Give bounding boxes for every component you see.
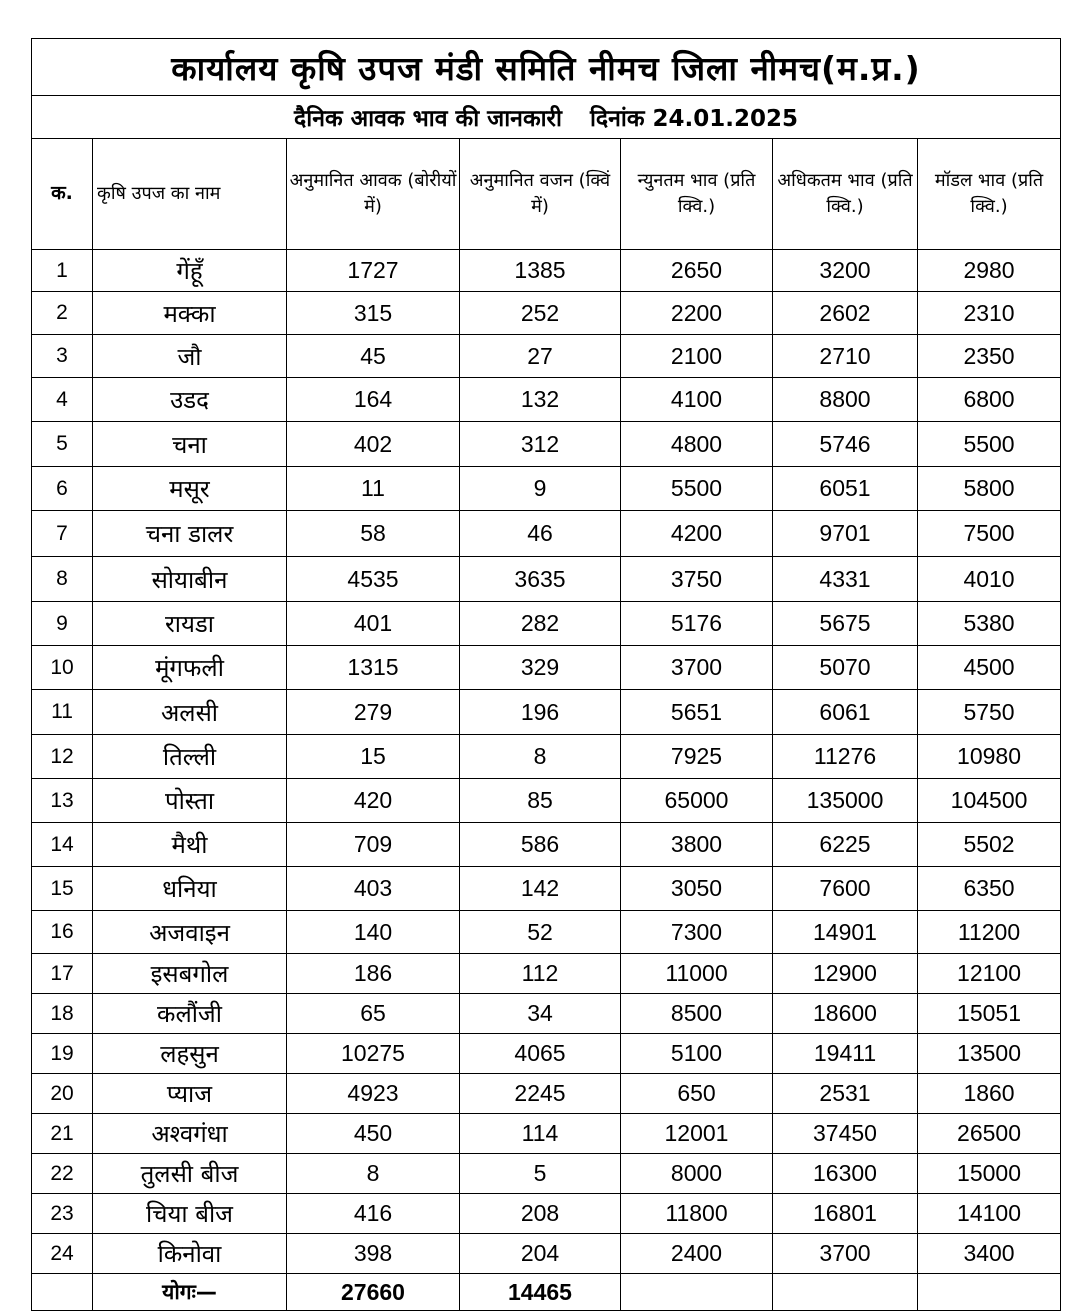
crop-name: सोयाबीन [93,557,287,602]
modal-price: 1860 [918,1074,1061,1114]
weight-quintal: 132 [460,378,621,422]
max-price: 2531 [773,1074,918,1114]
row-sno: 8 [32,557,93,602]
modal-price: 5800 [918,467,1061,511]
total-blank [621,1274,773,1311]
header-min-price: न्युनतम भाव (प्रति क्वि.) [621,139,773,250]
modal-price: 5502 [918,823,1061,867]
modal-price: 13500 [918,1034,1061,1074]
table-row [32,1034,1061,1074]
arrival-bags: 164 [287,378,460,422]
min-price: 5651 [621,690,773,735]
max-price: 3200 [773,250,918,292]
header-crop-name: कृषि उपज का नाम [93,139,287,250]
weight-quintal: 586 [460,823,621,867]
arrival-bags: 65 [287,994,460,1034]
total-blank [32,1274,93,1311]
total-blank [918,1274,1061,1311]
table-row [32,690,1061,735]
mandi-rates-table [31,38,1061,1311]
min-price: 3700 [621,646,773,690]
max-price: 19411 [773,1034,918,1074]
modal-price: 12100 [918,954,1061,994]
arrival-bags: 58 [287,511,460,557]
arrival-bags: 401 [287,602,460,646]
weight-quintal: 3635 [460,557,621,602]
arrival-bags: 402 [287,422,460,467]
crop-name: अलसी [93,690,287,735]
arrival-bags: 10275 [287,1034,460,1074]
max-price: 18600 [773,994,918,1034]
min-price: 4100 [621,378,773,422]
min-price: 2650 [621,250,773,292]
total-label: योगः— [93,1274,287,1311]
modal-price: 6800 [918,378,1061,422]
row-sno: 12 [32,735,93,779]
min-price: 3050 [621,867,773,911]
arrival-bags: 11 [287,467,460,511]
header-max-price: अधिकतम भाव (प्रति क्वि.) [773,139,918,250]
crop-name: चना डालर [93,511,287,557]
report-sheet [31,38,1060,1311]
max-price: 135000 [773,779,918,823]
modal-price: 104500 [918,779,1061,823]
weight-quintal: 52 [460,911,621,954]
header-arrival: अनुमानित आवक (बोरीयों में) [287,139,460,250]
modal-price: 15051 [918,994,1061,1034]
total-arrival: 27660 [287,1274,460,1311]
table-row [32,511,1061,557]
crop-name: मूंगफली [93,646,287,690]
min-price: 5100 [621,1034,773,1074]
row-sno: 21 [32,1114,93,1154]
crop-name: लहसुन [93,1034,287,1074]
max-price: 12900 [773,954,918,994]
modal-price: 3400 [918,1234,1061,1274]
max-price: 2602 [773,292,918,335]
crop-name: धनिया [93,867,287,911]
weight-quintal: 282 [460,602,621,646]
report-subtitle [32,96,1061,139]
row-sno: 15 [32,867,93,911]
min-price: 5176 [621,602,773,646]
row-sno: 2 [32,292,93,335]
row-sno: 19 [32,1034,93,1074]
header-sno: क. [32,139,93,250]
crop-name: प्याज [93,1074,287,1114]
header-modal-price: मॉडल भाव (प्रति क्वि.) [918,139,1061,250]
min-price: 11000 [621,954,773,994]
row-sno: 6 [32,467,93,511]
max-price: 5070 [773,646,918,690]
arrival-bags: 45 [287,335,460,378]
max-price: 16801 [773,1194,918,1234]
table-row [32,735,1061,779]
row-sno: 24 [32,1234,93,1274]
row-sno: 9 [32,602,93,646]
crop-name: कलौंजी [93,994,287,1034]
table-row [32,1114,1061,1154]
weight-quintal: 9 [460,467,621,511]
arrival-bags: 15 [287,735,460,779]
arrival-bags: 1315 [287,646,460,690]
weight-quintal: 196 [460,690,621,735]
header-weight: अनुमानित वजन (क्विं में) [460,139,621,250]
date-label: दिनांक [589,106,645,132]
row-sno: 4 [32,378,93,422]
crop-name: चना [93,422,287,467]
crop-name: अश्वगंधा [93,1114,287,1154]
min-price: 11800 [621,1194,773,1234]
table-header-row [32,139,1061,250]
arrival-bags: 4923 [287,1074,460,1114]
min-price: 8000 [621,1154,773,1194]
modal-price: 26500 [918,1114,1061,1154]
crop-name: तुलसी बीज [93,1154,287,1194]
arrival-bags: 398 [287,1234,460,1274]
modal-price: 10980 [918,735,1061,779]
arrival-bags: 420 [287,779,460,823]
max-price: 37450 [773,1114,918,1154]
arrival-bags: 403 [287,867,460,911]
crop-name: अजवाइन [93,911,287,954]
modal-price: 5750 [918,690,1061,735]
weight-quintal: 85 [460,779,621,823]
weight-quintal: 252 [460,292,621,335]
row-sno: 17 [32,954,93,994]
min-price: 7300 [621,911,773,954]
arrival-bags: 709 [287,823,460,867]
page-title: कार्यालय कृषि उपज मंडी समिति नीमच जिला नीमच(म.प्र.) [32,39,1061,96]
crop-name: उडद [93,378,287,422]
table-row [32,335,1061,378]
table-row [32,911,1061,954]
weight-quintal: 114 [460,1114,621,1154]
table-row [32,1194,1061,1234]
weight-quintal: 27 [460,335,621,378]
max-price: 4331 [773,557,918,602]
row-sno: 13 [32,779,93,823]
min-price: 2200 [621,292,773,335]
row-sno: 5 [32,422,93,467]
weight-quintal: 46 [460,511,621,557]
row-sno: 18 [32,994,93,1034]
arrival-bags: 315 [287,292,460,335]
weight-quintal: 204 [460,1234,621,1274]
table-row [32,823,1061,867]
modal-price: 5500 [918,422,1061,467]
min-price: 65000 [621,779,773,823]
crop-name: मक्का [93,292,287,335]
table-row [32,1154,1061,1194]
modal-price: 6350 [918,867,1061,911]
crop-name: मैथी [93,823,287,867]
report-date: 24.01.2025 [652,106,799,132]
modal-price: 7500 [918,511,1061,557]
subtitle-text: दैनिक आवक भाव की जानकारी [294,106,562,132]
table-row [32,292,1061,335]
max-price: 9701 [773,511,918,557]
weight-quintal: 34 [460,994,621,1034]
modal-price: 2350 [918,335,1061,378]
table-row [32,1074,1061,1114]
total-weight: 14465 [460,1274,621,1311]
modal-price: 15000 [918,1154,1061,1194]
min-price: 4200 [621,511,773,557]
row-sno: 23 [32,1194,93,1234]
table-row [32,467,1061,511]
modal-price: 2310 [918,292,1061,335]
arrival-bags: 186 [287,954,460,994]
max-price: 3700 [773,1234,918,1274]
row-sno: 14 [32,823,93,867]
table-row [32,378,1061,422]
table-row [32,250,1061,292]
max-price: 2710 [773,335,918,378]
max-price: 11276 [773,735,918,779]
crop-name: इसबगोल [93,954,287,994]
crop-name: जौ [93,335,287,378]
modal-price: 5380 [918,602,1061,646]
table-row [32,954,1061,994]
min-price: 2100 [621,335,773,378]
modal-price: 11200 [918,911,1061,954]
max-price: 7600 [773,867,918,911]
crop-name: किनोवा [93,1234,287,1274]
max-price: 6061 [773,690,918,735]
modal-price: 4500 [918,646,1061,690]
weight-quintal: 5 [460,1154,621,1194]
arrival-bags: 279 [287,690,460,735]
crop-name: रायडा [93,602,287,646]
min-price: 7925 [621,735,773,779]
table-row [32,646,1061,690]
table-row [32,779,1061,823]
min-price: 5500 [621,467,773,511]
row-sno: 20 [32,1074,93,1114]
row-sno: 10 [32,646,93,690]
min-price: 12001 [621,1114,773,1154]
weight-quintal: 208 [460,1194,621,1234]
arrival-bags: 416 [287,1194,460,1234]
modal-price: 2980 [918,250,1061,292]
row-sno: 3 [32,335,93,378]
min-price: 3750 [621,557,773,602]
min-price: 650 [621,1074,773,1114]
weight-quintal: 8 [460,735,621,779]
max-price: 8800 [773,378,918,422]
max-price: 5746 [773,422,918,467]
row-sno: 16 [32,911,93,954]
crop-name: गेंहूँ [93,250,287,292]
min-price: 4800 [621,422,773,467]
weight-quintal: 4065 [460,1034,621,1074]
max-price: 14901 [773,911,918,954]
total-row [32,1274,1061,1311]
crop-name: मसूर [93,467,287,511]
weight-quintal: 2245 [460,1074,621,1114]
total-blank [773,1274,918,1311]
row-sno: 22 [32,1154,93,1194]
crop-name: चिया बीज [93,1194,287,1234]
row-sno: 11 [32,690,93,735]
max-price: 5675 [773,602,918,646]
arrival-bags: 1727 [287,250,460,292]
min-price: 3800 [621,823,773,867]
crop-name: पोस्ता [93,779,287,823]
min-price: 8500 [621,994,773,1034]
weight-quintal: 142 [460,867,621,911]
table-row [32,422,1061,467]
arrival-bags: 140 [287,911,460,954]
arrival-bags: 4535 [287,557,460,602]
weight-quintal: 1385 [460,250,621,292]
weight-quintal: 112 [460,954,621,994]
min-price: 2400 [621,1234,773,1274]
table-row [32,602,1061,646]
table-row [32,867,1061,911]
max-price: 16300 [773,1154,918,1194]
table-row [32,557,1061,602]
max-price: 6051 [773,467,918,511]
weight-quintal: 312 [460,422,621,467]
modal-price: 4010 [918,557,1061,602]
weight-quintal: 329 [460,646,621,690]
table-row [32,1234,1061,1274]
table-row [32,994,1061,1034]
max-price: 6225 [773,823,918,867]
arrival-bags: 450 [287,1114,460,1154]
modal-price: 14100 [918,1194,1061,1234]
arrival-bags: 8 [287,1154,460,1194]
row-sno: 1 [32,250,93,292]
crop-name: तिल्ली [93,735,287,779]
row-sno: 7 [32,511,93,557]
